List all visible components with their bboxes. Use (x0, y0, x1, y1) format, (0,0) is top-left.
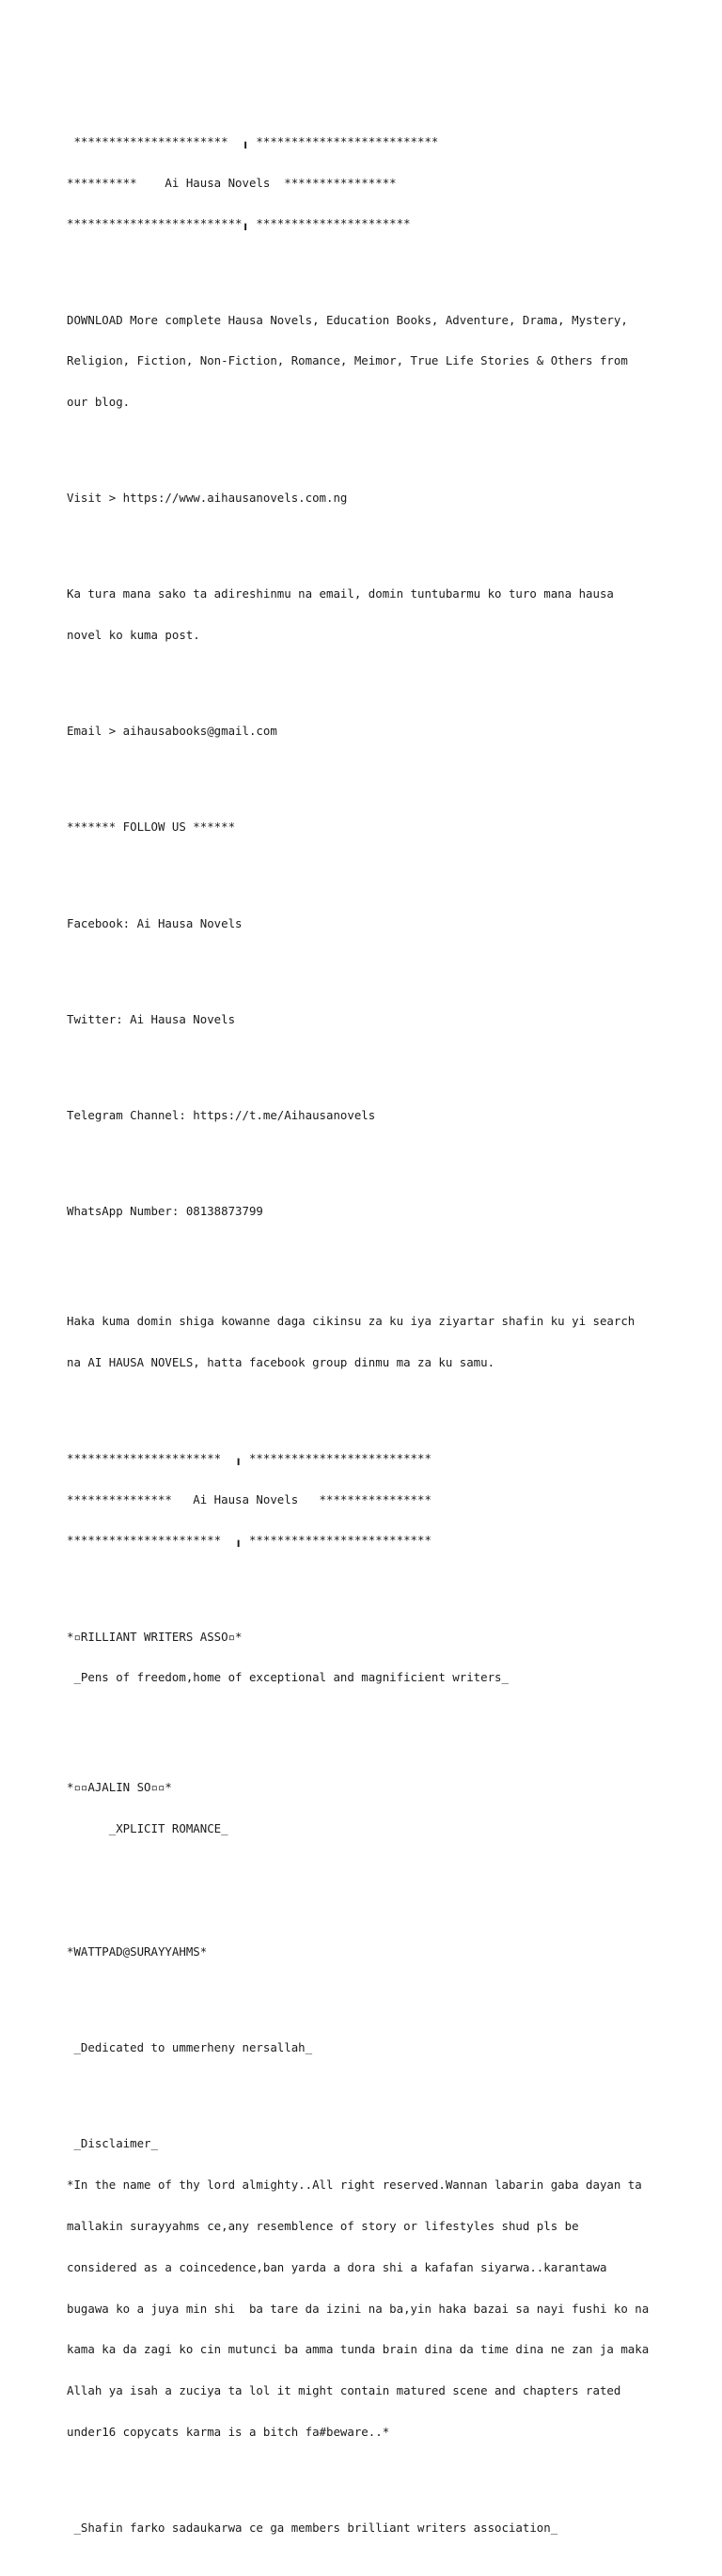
intro-line-2: Religion, Fiction, Non-Fiction, Romance, Meimor, True Life Stories & Others from (67, 353, 628, 368)
disclaimer-line-4: bugawa ko a juya min shi ba tare da izini na ba,yin haka bazai sa nayi fushi ko na (67, 2301, 650, 2316)
association-name: *▫RILLIANT WRITERS ASSO▫* (67, 1629, 243, 1644)
header-banner-line-3: *************************╻ ********************** (67, 216, 411, 231)
twitter-line: Twitter: Ai Hausa Novels (67, 1011, 236, 1026)
dedication-line: _Dedicated to ummerheny nersallah_ (67, 2040, 313, 2055)
intro-line-3: our blog. (67, 395, 131, 410)
telegram-line: Telegram Channel: https://t.me/Aihausanovels (67, 1107, 376, 1122)
search-note-line-1: Haka kuma domin shiga kowanne daga cikinsu za ku iya ziyartar shafin ku yi search (67, 1313, 636, 1328)
document-body (67, 94, 687, 2576)
footer-banner-line-3: ********************** ╻ ************************** (67, 1533, 432, 1548)
follow-us-heading: ******* FOLLOW US ****** (67, 820, 236, 835)
disclaimer-line-6: Allah ya isah a zuciya ta lol it might contain matured scene and chapters rated (67, 2383, 621, 2398)
book-genre: _XPLICIT ROMANCE_ (67, 1820, 228, 1835)
header-banner-line-2: ********** Ai Hausa Novels **************** (67, 175, 397, 190)
disclaimer-line-7: under16 copycats karma is a bitch fa#beware..* (67, 2424, 390, 2439)
footer-banner-line-2: *************** Ai Hausa Novels **************** (67, 1491, 432, 1507)
disclaimer-line-5: kama ka da zagi ko cin mutunci ba amma tunda brain dina da time dina ne zan ja maka (67, 2342, 650, 2357)
closing-line: _Shafin farko sadaukarwa ce ga members brilliant writers association_ (67, 2521, 558, 2536)
intro-line-1: DOWNLOAD More complete Hausa Novels, Education Books, Adventure, Drama, Mystery, (67, 312, 628, 327)
association-tagline: _Pens of freedom,home of exceptional and magnificient writers_ (67, 1670, 509, 1685)
disclaimer-line-3: considered as a coincedence,ban yarda a dora shi a kafafan siyarwa..karantawa (67, 2259, 607, 2274)
visit-link: Visit > https://www.aihausanovels.com.ng (67, 491, 348, 506)
subscribe-line-2: novel ko kuma post. (67, 628, 200, 643)
whatsapp-line: WhatsApp Number: 08138873799 (67, 1204, 263, 1219)
facebook-line: Facebook: Ai Hausa Novels (67, 915, 243, 930)
email-line: Email > aihausabooks@gmail.com (67, 724, 277, 739)
search-note-line-2: na AI HAUSA NOVELS, hatta facebook group dinmu ma za ku samu. (67, 1354, 495, 1369)
header-banner-line-1: ********************** ╻ ************************** (67, 133, 439, 148)
disclaimer-heading: _Disclaimer_ (67, 2136, 158, 2151)
subscribe-line-1: Ka tura mana sako ta adireshinmu na email, domin tuntubarmu ko turo mana hausa (67, 586, 614, 601)
disclaimer-line-1: *In the name of thy lord almighty..All right reserved.Wannan labarin gaba dayan ta (67, 2178, 642, 2193)
author-handle: *WATTPAD@SURAYYAHMS* (67, 1944, 208, 1959)
book-title: *▫▫AJALIN SO▫▫* (67, 1780, 172, 1795)
disclaimer-line-2: mallakin surayyahms ce,any resemblence of story or lifestyles shud pls be (67, 2219, 579, 2234)
footer-banner-line-1: ********************** ╻ ************************** (67, 1450, 432, 1465)
